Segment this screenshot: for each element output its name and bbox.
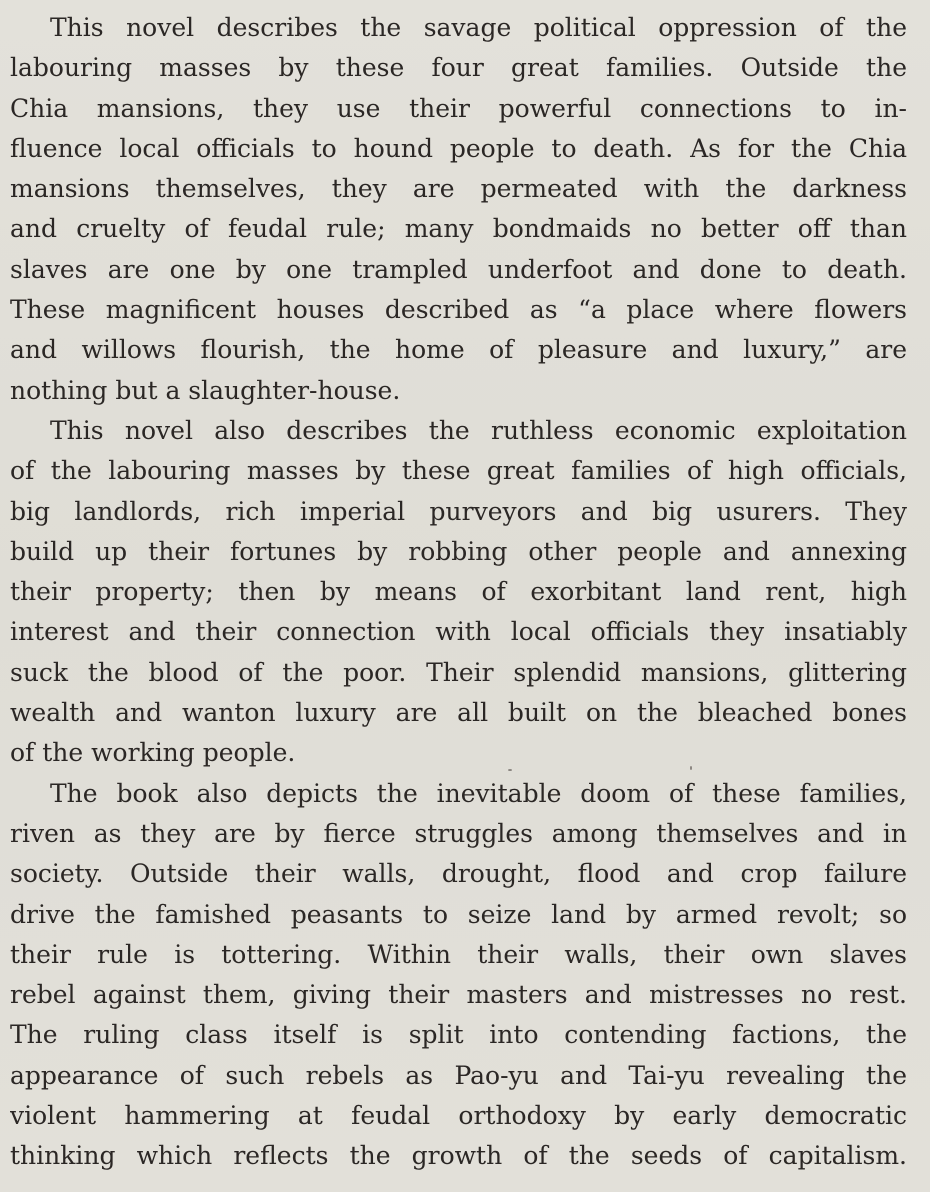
text-line: violent hammering at feudal orthodoxy by early democratic — [10, 1101, 907, 1131]
text-line: fluence local officials to hound people to death. As for the Chia — [10, 133, 907, 163]
text-line: These magnificent houses described as “a place where flowers — [10, 295, 907, 325]
paragraph-political-oppression — [10, 8, 907, 411]
body-text — [10, 8, 907, 1177]
text-line: appearance of such rebels as Pao-yu and Tai-yu revealing the — [10, 1060, 907, 1090]
text-line: suck the blood of the poor. Their splendid mansions, glittering — [10, 657, 907, 687]
text-line: drive the famished peasants to seize land by armed revolt; so — [10, 899, 907, 929]
text-line: their property; then by means of exorbitant land rent, high — [10, 577, 907, 607]
text-line: and willows flourish, the home of pleasure and luxury,” are — [10, 335, 907, 365]
text-line: society. Outside their walls, drought, flood and crop failure — [10, 859, 907, 889]
text-line: slaves are one by one trampled underfoot and done to death. — [10, 254, 907, 284]
previous-line-remnant — [0, 0, 930, 4]
text-line: The book also depicts the inevitable doom of these families, — [50, 778, 907, 808]
paragraph-inevitable-doom — [10, 774, 907, 1177]
text-line: The ruling class itself is split into contending factions, the — [10, 1020, 907, 1050]
text-line: of the working people. — [10, 738, 296, 768]
text-line: mansions themselves, they are permeated with the darkness — [10, 174, 907, 204]
text-line: nothing but a slaughter-house. — [10, 375, 401, 405]
text-line: Chia mansions, they use their powerful connections to in- — [10, 93, 907, 123]
text-line: This novel also describes the ruthless economic exploitation — [50, 415, 907, 445]
text-line: riven as they are by fierce struggles among themselves and in — [10, 818, 907, 848]
print-speck — [690, 766, 692, 770]
text-line: their rule is tottering. Within their walls, their own slaves — [10, 939, 907, 969]
text-line: build up their fortunes by robbing other people and annexing — [10, 536, 907, 566]
text-line: wealth and wanton luxury are all built on the bleached bones — [10, 698, 907, 728]
text-line: rebel against them, giving their masters and mistresses no rest. — [10, 980, 907, 1010]
text-line: of the labouring masses by these great families of high officials, — [10, 456, 907, 486]
print-speck — [508, 769, 512, 771]
text-line: big landlords, rich imperial purveyors and big usurers. They — [10, 496, 907, 526]
text-line: interest and their connection with local officials they insatiably — [10, 617, 907, 647]
text-line: labouring masses by these four great families. Outside the — [10, 53, 907, 83]
text-line: and cruelty of feudal rule; many bondmaids no better off than — [10, 214, 907, 244]
text-line: This novel describes the savage political oppression of the — [50, 13, 907, 42]
paragraph-economic-exploitation — [10, 411, 907, 774]
text-line: thinking which reflects the growth of the seeds of capitalism. — [10, 1141, 907, 1171]
